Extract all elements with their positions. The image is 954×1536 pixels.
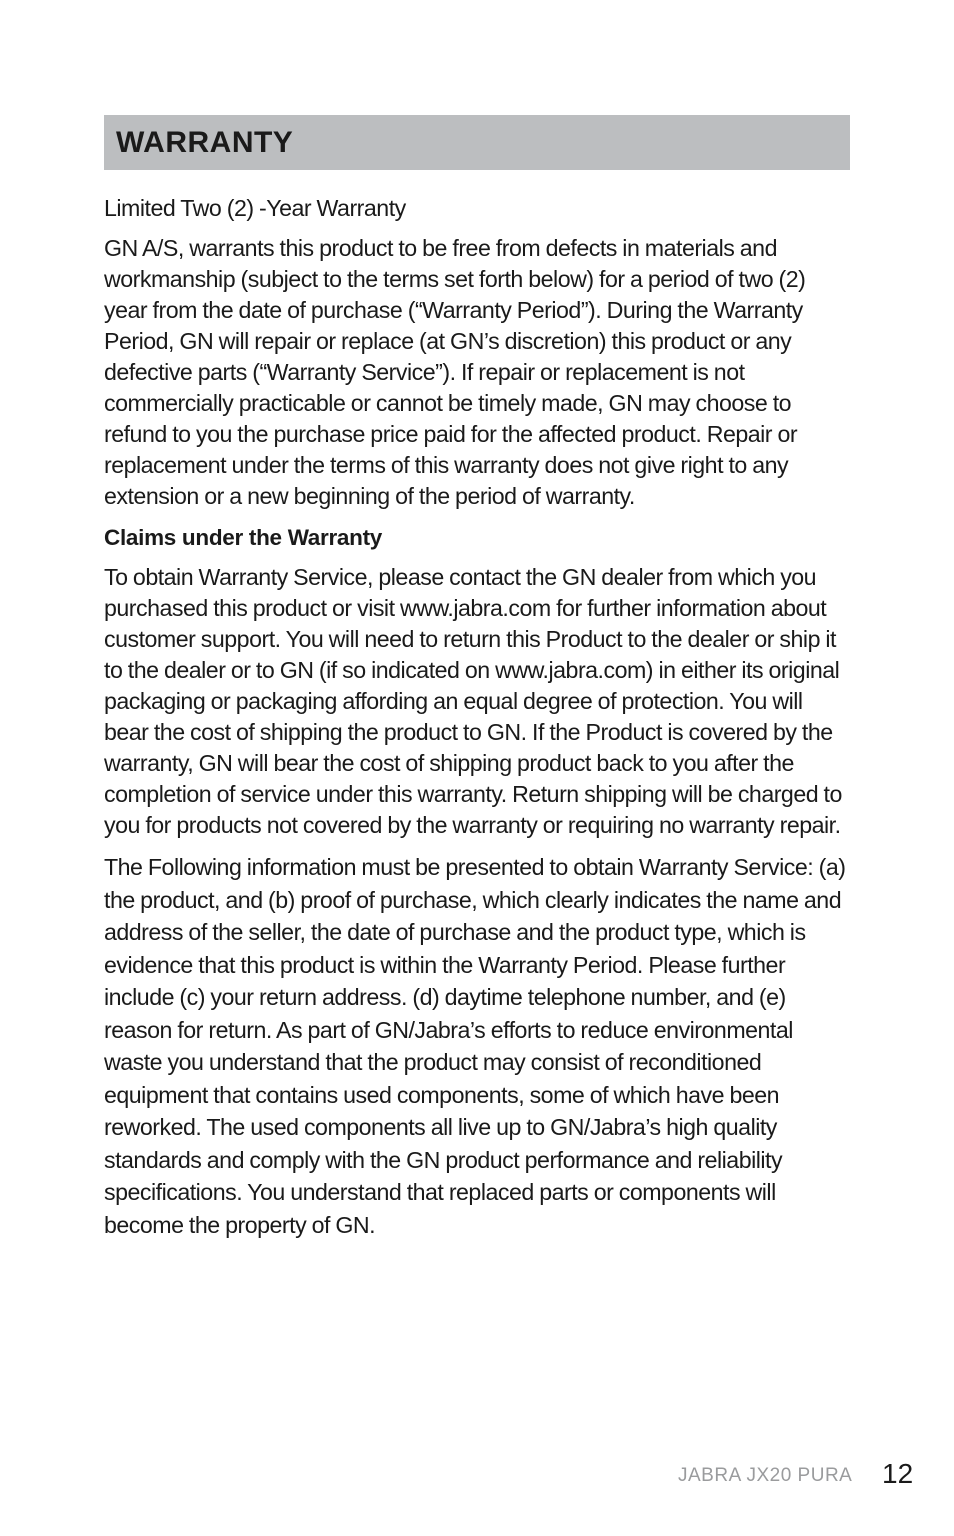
- warranty-paragraph-1: GN A/S, warrants this product to be free from defects in materials and workmanship (subject to the terms set forth below) for a period of two (2) year from the date of purchase (“Warranty Period”). During the Warranty Period, GN will repair or replace (at GN’s discretion) this product or any defective parts (“Warranty Service”). If repair or replacement is not commercially practicable or cannot be timely made, GN may choose to refund to you the purchase price paid for the affected product. Repair or replacement under the terms of this warranty does not give right to any extension or a new beginning of the period of warranty.: [104, 235, 806, 509]
- warranty-paragraph-3: The Following information must be presented to obtain Warranty Service: (a) the product, and (b) proof of purchase, which clearly indicates the name and address of the seller, the date of purchase and the product type, which is evidence that this product is within the Warranty Period. Please further include (c) your return address. (d) daytime telephone number, and (e) reason for return. As part of GN/Jabra’s efforts to reduce environmental waste you understand that the product may consist of reconditioned equipment that contains used components, some of which have been reworked. The used components all live up to GN/Jabra’s high quality standards and comply with the GN product performance and reliability specifications. You understand that replaced parts or components will become the property of GN.: [104, 854, 846, 1238]
- page-number: 12: [882, 1458, 914, 1489]
- footer-product-label: JABRA JX20 PURA: [678, 1465, 853, 1486]
- intro-heading: Limited Two (2) -Year Warranty: [104, 195, 406, 221]
- warranty-content: [104, 193, 850, 1241]
- warranty-paragraph-2: To obtain Warranty Service, please contact the GN dealer from which you purchased this product or visit www.jabra.com for further information about customer support. You will need to return this Product to the dealer or ship it to the dealer or to GN (if so indicated on www.jabra.com) in either its original packaging or packaging affording an equal degree of protection. You will bear the cost of shipping the product to GN. If the Product is covered by the warranty, GN will bear the cost of shipping product back to you after the completion of service under this warranty. Return shipping will be charged to you for products not covered by the warranty or requiring no warranty repair.: [104, 564, 842, 838]
- section-title: WARRANTY: [116, 125, 294, 159]
- section-header-band: [104, 115, 850, 170]
- claims-heading: Claims under the Warranty: [104, 525, 382, 550]
